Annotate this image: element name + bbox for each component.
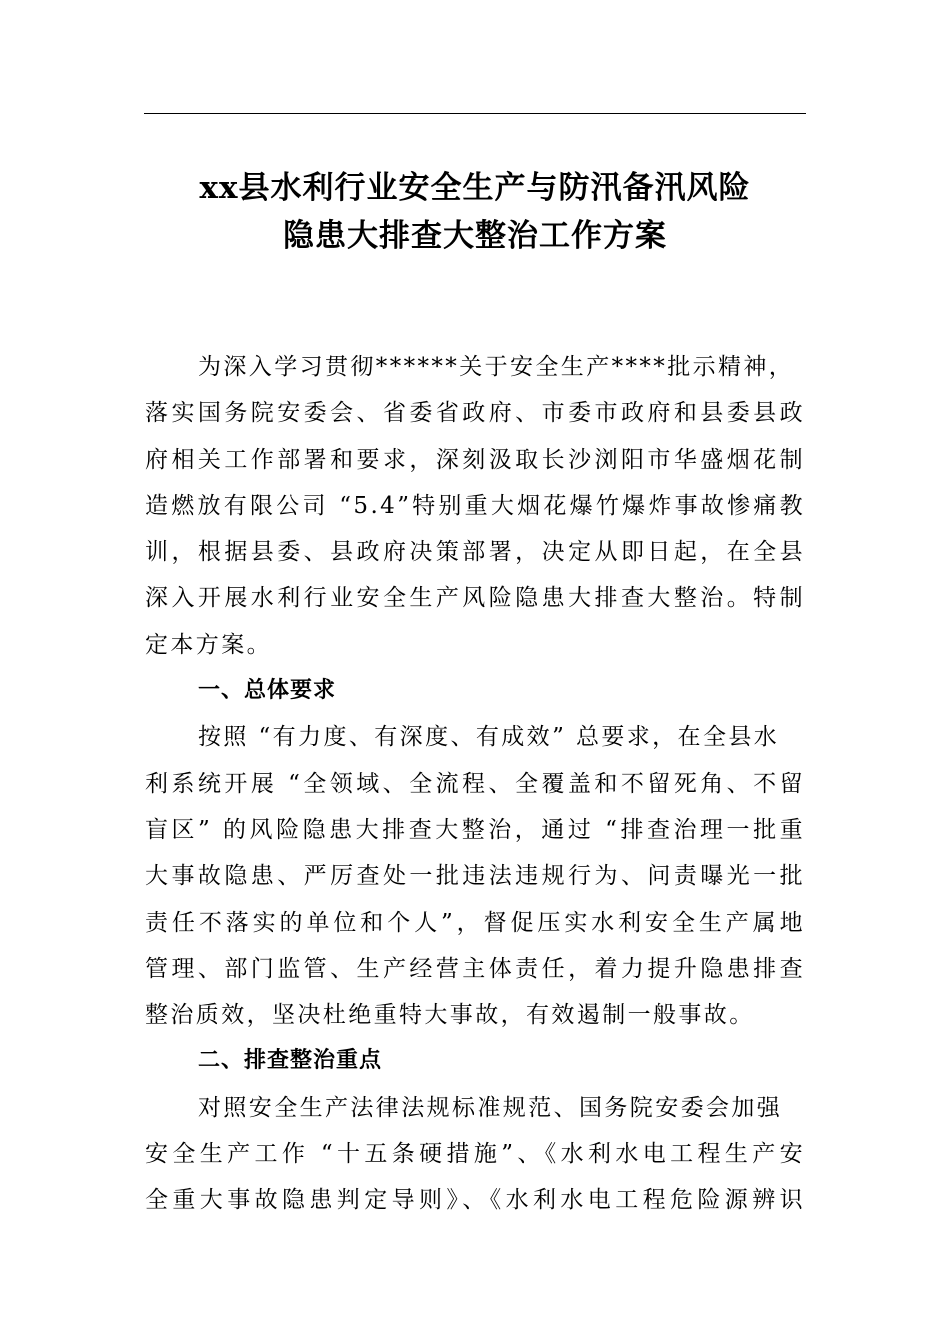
paragraph-3-line: 全重大事故隐患判定导则》、《水利水电工程危险源辨识: [145, 1187, 805, 1214]
document-body: [145, 344, 805, 1224]
paragraph-1-line: 深入开展水利行业安全生产风险隐患大排查大整治。特制: [145, 585, 805, 612]
paragraph-1-line: 造燃放有限公司 “5.4”特别重大烟花爆竹爆炸事故惨痛教: [145, 492, 805, 519]
section-heading-2: 二、排查整治重点: [198, 1048, 383, 1074]
paragraph-2-line: 利系统开展 “全领域、全流程、全覆盖和不留死角、不留: [145, 770, 805, 797]
paragraph-2-line: 管理、部门监管、生产经营主体责任，着力提升隐患排查: [145, 955, 805, 982]
paragraph-2-line: 盲区” 的风险隐患大排查大整治，通过 “排查治理一批重: [145, 816, 805, 843]
title-line-1: xx县水利行业安全生产与防汛备汛风险: [199, 170, 751, 206]
paragraph-2-line: 责任不落实的单位和个人”，督促压实水利安全生产属地: [145, 909, 805, 936]
paragraph-1-line: 定本方案。: [145, 631, 272, 658]
section-heading-1: 一、总体要求: [198, 678, 337, 704]
header-rule: [144, 113, 806, 114]
paragraph-2-line: 整治质效，坚决杜绝重特大事故，有效遏制一般事故。: [145, 1002, 755, 1029]
paragraph-2-line: 大事故隐患、严厉查处一批违法违规行为、问责曝光一批: [145, 863, 805, 890]
paragraph-3-line: 安全生产工作 “十五条硬措施”、《水利水电工程生产安: [145, 1141, 805, 1168]
paragraph-3-line: 对照安全生产法律法规标准规范、国务院安委会加强: [198, 1094, 783, 1121]
paragraph-1-line: 府相关工作部署和要求，深刻汲取长沙浏阳市华盛烟花制: [145, 446, 805, 473]
paragraph-1-line: 落实国务院安委会、省委省政府、市委市政府和县委县政: [145, 400, 805, 427]
document-title: [100, 164, 850, 260]
paragraph-2-line: 按照 “有力度、有深度、有成效” 总要求，在全县水: [198, 724, 780, 751]
paragraph-1-line: 训，根据县委、县政府决策部署，决定从即日起，在全县: [145, 539, 805, 566]
paragraph-1-line: 为深入学习贯彻******关于安全生产****批示精神，: [198, 354, 795, 380]
title-line-2: 隐患大排查大整治工作方案: [283, 218, 667, 254]
